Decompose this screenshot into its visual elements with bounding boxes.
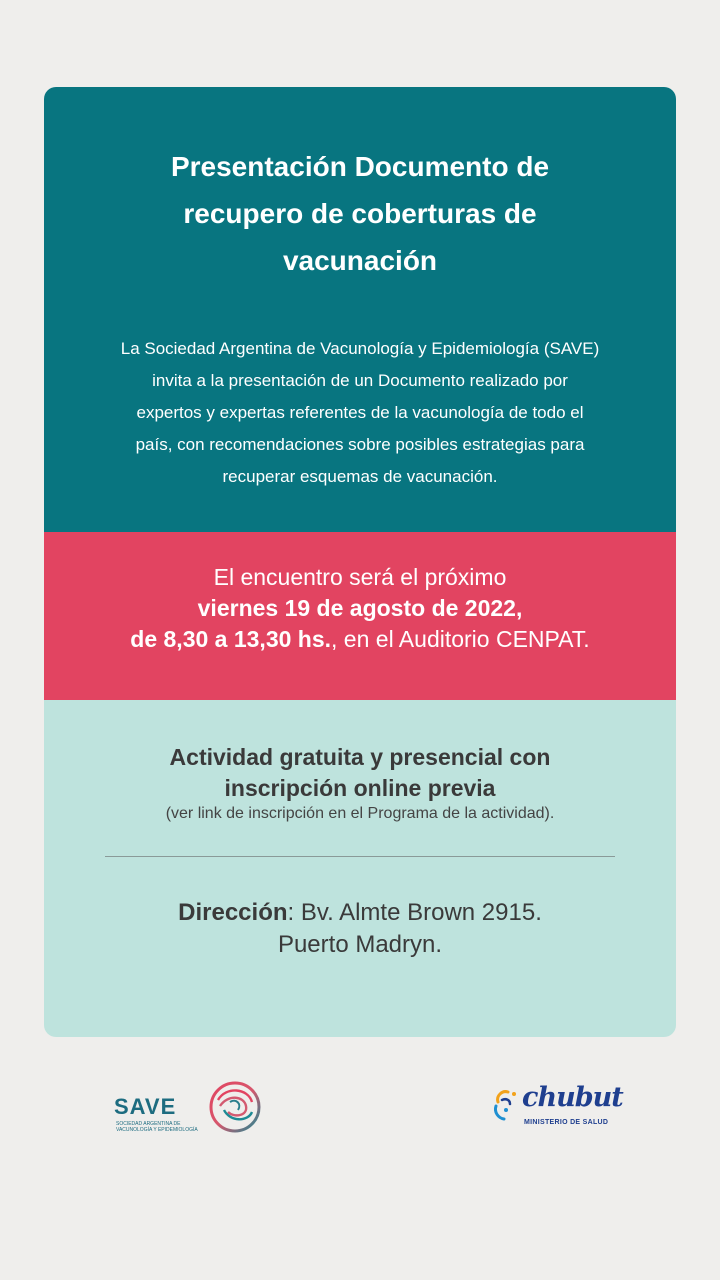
intro-line: La Sociedad Argentina de Vacunología y Epidemiología (SAVE) <box>120 339 600 358</box>
activity-title-line: inscripción online previa <box>224 775 496 801</box>
event-date-section <box>44 532 676 700</box>
intro-line: país, con recomendaciones sobre posibles estrategias para <box>135 435 585 454</box>
title-line: recupero de coberturas de <box>183 198 537 229</box>
title-line: vacunación <box>282 245 438 276</box>
address <box>44 857 676 961</box>
event-date: viernes 19 de agosto de 2022, <box>197 595 523 621</box>
activity-section <box>44 700 676 1037</box>
save-swirl-icon <box>208 1080 262 1134</box>
chubut-logo-name: chubut <box>522 1082 623 1113</box>
intro-line: recuperar esquemas de vacunación. <box>222 467 498 486</box>
intro-section <box>44 87 676 532</box>
address-line1: : Bv. Almte Brown 2915. <box>287 899 542 926</box>
save-logo-name: SAVE <box>114 1094 177 1119</box>
intro-text <box>44 284 676 493</box>
title-line: Presentación Documento de <box>170 151 550 182</box>
chubut-logo <box>492 1082 623 1134</box>
chubut-sun-icon <box>492 1088 524 1122</box>
event-card <box>44 87 676 1037</box>
address-label: Dirección <box>178 899 288 926</box>
event-venue: , en el Auditorio CENPAT. <box>331 626 590 652</box>
intro-line: expertos y expertas referentes de la vacunología de todo el <box>136 403 584 422</box>
activity-note: (ver link de inscripción en el Programa de la actividad). <box>165 805 555 822</box>
event-intro: El encuentro será el próximo <box>213 564 507 590</box>
activity-title <box>44 700 676 804</box>
chubut-logo-subtitle: MINISTERIO DE SALUD <box>524 1119 609 1126</box>
page-title <box>44 87 676 284</box>
intro-line: invita a la presentación de un Documento realizado por <box>152 371 568 390</box>
save-logo <box>112 1080 272 1136</box>
event-time: de 8,30 a 13,30 hs. <box>130 626 332 652</box>
activity-title-line: Actividad gratuita y presencial con <box>169 744 551 770</box>
address-line2: Puerto Madryn. <box>277 931 443 958</box>
save-logo-subtitle: SOCIEDAD ARGENTINA DE VACUNOLOGÍA Y EPIDEMIOLOGÍA <box>116 1121 198 1133</box>
